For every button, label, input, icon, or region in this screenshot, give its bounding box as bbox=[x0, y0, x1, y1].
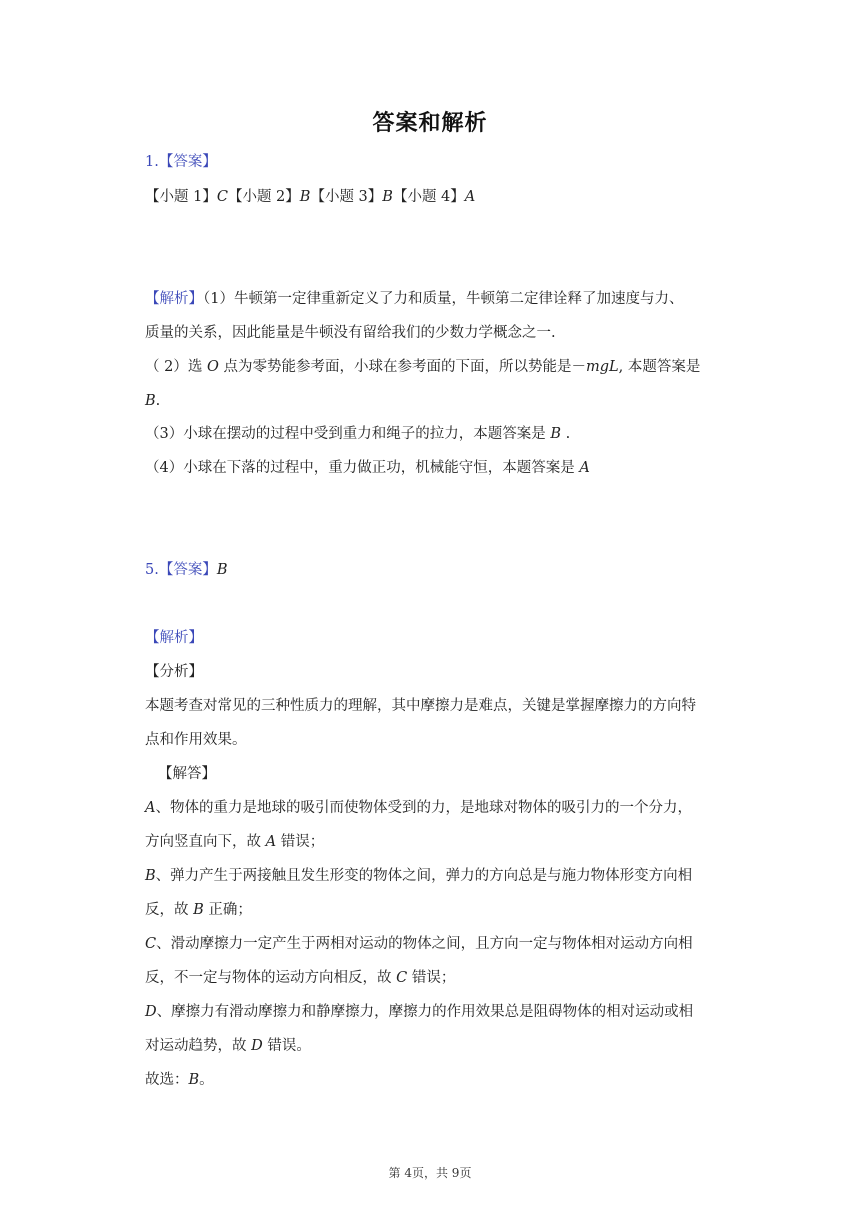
text-run: . bbox=[155, 393, 161, 409]
text-run: 、弹力产生于两接触且发生形变的物体之间，弹力的方向总是与施力物体形变方向相 bbox=[155, 868, 693, 884]
option-a-line-1 bbox=[145, 798, 725, 818]
q1-para2-line-2 bbox=[145, 391, 725, 411]
q1-answer-label: 1.【答案】 bbox=[145, 154, 217, 170]
q1-para1-text: （1）牛顿第一定律重新定义了力和质量，牛顿第二定律诠释了加速度与力、 bbox=[203, 291, 684, 307]
text-run: （4）小球在下落的过程中，重力做正功，机械能守恒，本题答案是 bbox=[145, 460, 580, 476]
q5-fenxi-label: 【分析】 bbox=[145, 664, 203, 680]
option-letter: D bbox=[145, 1004, 157, 1020]
q1-para3 bbox=[145, 424, 725, 444]
q5-fenxi-line-2: 点和作用效果。 bbox=[145, 732, 247, 748]
option-letter: D bbox=[251, 1038, 263, 1054]
q1-para1-line-2: 质量的关系，因此能量是牛顿没有留给我们的少数力学概念之一. bbox=[145, 325, 556, 341]
option-letter: A bbox=[265, 834, 277, 850]
final-choice bbox=[145, 1070, 725, 1090]
q1-subanswers bbox=[145, 187, 725, 207]
text-run: 故选： bbox=[145, 1072, 189, 1088]
option-b-line-1 bbox=[145, 866, 725, 886]
option-d-line-2 bbox=[145, 1036, 725, 1056]
option-letter: A bbox=[145, 800, 156, 816]
text-run: 反，故 bbox=[145, 902, 194, 918]
text-run: 方向竖直向下，故 bbox=[145, 834, 266, 850]
text-run: 、滑动摩擦力一定产生于两相对运动的物体之间，且方向一定与物体相对运动方向相 bbox=[156, 936, 693, 952]
q1-analysis-label: 【解析】 bbox=[145, 291, 203, 307]
q5-answer-line bbox=[145, 560, 725, 580]
q1-para2-line-1 bbox=[145, 357, 725, 377]
subanswer-value: C bbox=[216, 189, 228, 205]
text-run: （3）小球在摆动的过程中受到重力和绳子的拉力，本题答案是 bbox=[145, 426, 551, 442]
text-run: 对运动趋势，故 bbox=[145, 1038, 252, 1054]
option-c-line-1 bbox=[145, 934, 725, 954]
answer-letter: B bbox=[188, 1072, 200, 1088]
text-run: 。 bbox=[199, 1072, 214, 1088]
text-run: （ 2）选 bbox=[145, 359, 207, 375]
math-expression: mgL bbox=[585, 359, 619, 375]
q1-analysis-line-1 bbox=[145, 289, 725, 309]
text-run: 正确； bbox=[203, 902, 252, 918]
text-run: 错误。 bbox=[262, 1038, 311, 1054]
answer-letter: B bbox=[216, 562, 228, 578]
option-letter: B bbox=[145, 868, 156, 884]
q5-analysis-label: 【解析】 bbox=[145, 630, 203, 646]
option-letter: C bbox=[396, 970, 408, 986]
math-var: O bbox=[206, 359, 219, 375]
option-b-line-2 bbox=[145, 900, 725, 920]
answer-letter: B bbox=[145, 393, 156, 409]
subanswer-value: B bbox=[382, 189, 393, 205]
text-run: 、物体的重力是地球的吸引而使物体受到的力，是地球对物体的吸引力的一个分力， bbox=[155, 800, 692, 816]
option-c-line-2 bbox=[145, 968, 725, 988]
answer-letter: B bbox=[550, 426, 561, 442]
option-a-line-2 bbox=[145, 832, 725, 852]
q1-para4 bbox=[145, 458, 725, 478]
subanswer-label: 【小题 3】 bbox=[310, 189, 383, 205]
page-title: 答案和解析 bbox=[372, 111, 488, 136]
page-footer: 第 4页，共 9页 bbox=[388, 1166, 472, 1180]
q5-answer-label: 5.【答案】 bbox=[145, 562, 217, 578]
text-run: 错误； bbox=[276, 834, 325, 850]
text-run: . bbox=[561, 426, 571, 442]
subanswer-label: 【小题 2】 bbox=[227, 189, 300, 205]
q5-fenxi-line-1: 本题考查对常见的三种性质力的理解，其中摩擦力是难点，关键是掌握摩擦力的方向特 bbox=[145, 698, 696, 714]
text-run: 、摩擦力有滑动摩擦力和静摩擦力，摩擦力的作用效果总是阻碍物体的相对运动或相 bbox=[156, 1004, 694, 1020]
subanswer-label: 【小题 1】 bbox=[145, 189, 217, 205]
subanswer-label: 【小题 4】 bbox=[392, 189, 465, 205]
subanswer-value: B bbox=[299, 189, 311, 205]
text-run: , 本题答案是 bbox=[618, 359, 701, 375]
option-letter: B bbox=[193, 902, 204, 918]
text-run: 点为零势能参考面，小球在参考面的下面，所以势能是－ bbox=[218, 359, 586, 375]
text-run: 错误； bbox=[407, 970, 456, 986]
text-run: 反，不一定与物体的运动方向相反，故 bbox=[145, 970, 397, 986]
q5-jieda-label: 【解答】 bbox=[158, 766, 216, 782]
answer-letter: A bbox=[579, 460, 590, 476]
subanswer-value: A bbox=[464, 189, 476, 205]
option-letter: C bbox=[145, 936, 157, 952]
option-d-line-1 bbox=[145, 1002, 725, 1022]
